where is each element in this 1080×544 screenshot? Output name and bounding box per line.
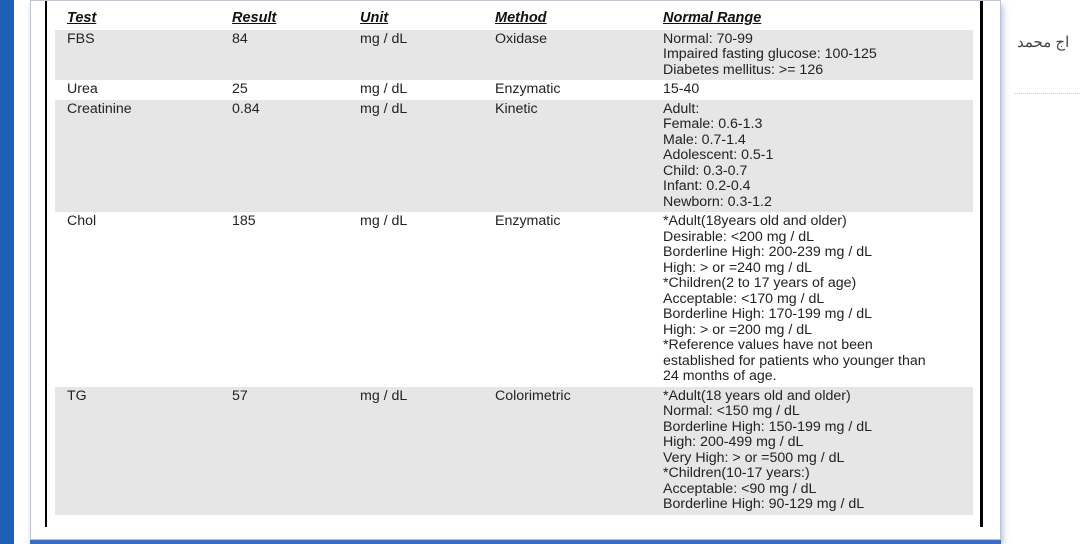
column-header-test: Test — [67, 10, 97, 26]
method-cell: Colorimetric — [483, 387, 651, 515]
lab-report-document — [45, 1, 983, 527]
normal-range-cell — [651, 212, 973, 387]
range-line: Child: 0.3-0.7 — [663, 162, 748, 179]
unit-cell: mg / dL — [348, 100, 483, 213]
unit-cell: mg / dL — [348, 30, 483, 81]
test-cell: Urea — [67, 81, 98, 97]
range-line: Diabetes mellitus: >= 126 — [663, 61, 824, 78]
range-line: *Children(2 to 17 years of age) — [663, 275, 857, 291]
range-line: Normal: <150 mg / dL — [663, 403, 800, 419]
test-cell: Chol — [67, 213, 97, 229]
range-line: *Adult(18 years old and older) — [663, 387, 851, 404]
result-cell: 57 — [220, 387, 348, 515]
table-row — [55, 80, 973, 100]
unit-cell: mg / dL — [360, 213, 408, 229]
table-header-row — [55, 7, 973, 30]
range-line: 24 months of age. — [663, 368, 777, 384]
range-line: Borderline High: 90-129 mg / dL — [663, 496, 865, 512]
range-line: Desirable: <200 mg / dL — [663, 228, 815, 245]
column-header-result: Result — [232, 10, 277, 26]
test-cell: FBS — [55, 30, 220, 81]
range-line: Male: 0.7-1.4 — [663, 131, 746, 148]
result-cell: 84 — [220, 30, 348, 81]
range-line: Borderline High: 200-239 mg / dL — [663, 244, 872, 260]
range-line: Borderline High: 150-199 mg / dL — [663, 418, 872, 435]
range-line: Normal: 70-99 — [663, 30, 753, 47]
normal-range-cell — [651, 387, 973, 515]
unit-cell: mg / dL — [348, 387, 483, 515]
author-name-text: اج محمد — [1017, 34, 1070, 51]
table-row — [55, 212, 973, 387]
result-cell: 0.84 — [220, 100, 348, 213]
table-row — [55, 30, 973, 81]
range-line: Female: 0.6-1.3 — [663, 116, 763, 132]
range-line: High: > or =240 mg / dL — [663, 259, 813, 276]
method-cell: Enzymatic — [495, 213, 561, 229]
range-line: *Children(10-17 years:) — [663, 465, 810, 481]
left-accent-bar — [0, 0, 14, 544]
range-line: established for patients who younger than — [663, 352, 926, 369]
table-row — [55, 100, 973, 213]
unit-cell: mg / dL — [360, 81, 408, 97]
normal-range-cell — [651, 80, 973, 100]
side-divider — [1015, 93, 1080, 94]
range-line: Infant: 0.2-0.4 — [663, 178, 751, 194]
column-header-method: Method — [495, 10, 547, 26]
method-cell: Oxidase — [483, 30, 651, 81]
range-line: Adult: — [663, 100, 700, 117]
range-line: *Adult(18years old and older) — [663, 213, 847, 229]
lab-results-table — [55, 7, 973, 515]
range-line: *Reference values have not been — [663, 337, 873, 353]
table-row — [55, 387, 973, 515]
range-line: Very High: > or =500 mg / dL — [663, 449, 845, 466]
test-cell: Creatinine — [55, 100, 220, 213]
column-header-normal-range: Normal Range — [663, 10, 762, 26]
range-line: Acceptable: <170 mg / dL — [663, 290, 825, 307]
column-header-unit: Unit — [360, 10, 389, 26]
range-line: 15-40 — [663, 81, 700, 97]
range-line: Impaired fasting glucose: 100-125 — [663, 46, 877, 62]
normal-range-cell — [651, 30, 973, 81]
test-cell: TG — [55, 387, 220, 515]
range-line: High: > or =200 mg / dL — [663, 321, 813, 338]
range-line: Acceptable: <90 mg / dL — [663, 480, 817, 497]
range-line: High: 200-499 mg / dL — [663, 434, 804, 450]
result-cell: 25 — [232, 81, 248, 97]
method-cell: Kinetic — [483, 100, 651, 213]
result-cell: 185 — [232, 213, 256, 229]
method-cell: Enzymatic — [495, 81, 561, 97]
report-image-frame — [30, 0, 1001, 540]
range-line: Adolescent: 0.5-1 — [663, 147, 774, 163]
range-line: Newborn: 0.3-1.2 — [663, 193, 772, 210]
range-line: Borderline High: 170-199 mg / dL — [663, 306, 872, 322]
normal-range-cell — [651, 100, 973, 213]
